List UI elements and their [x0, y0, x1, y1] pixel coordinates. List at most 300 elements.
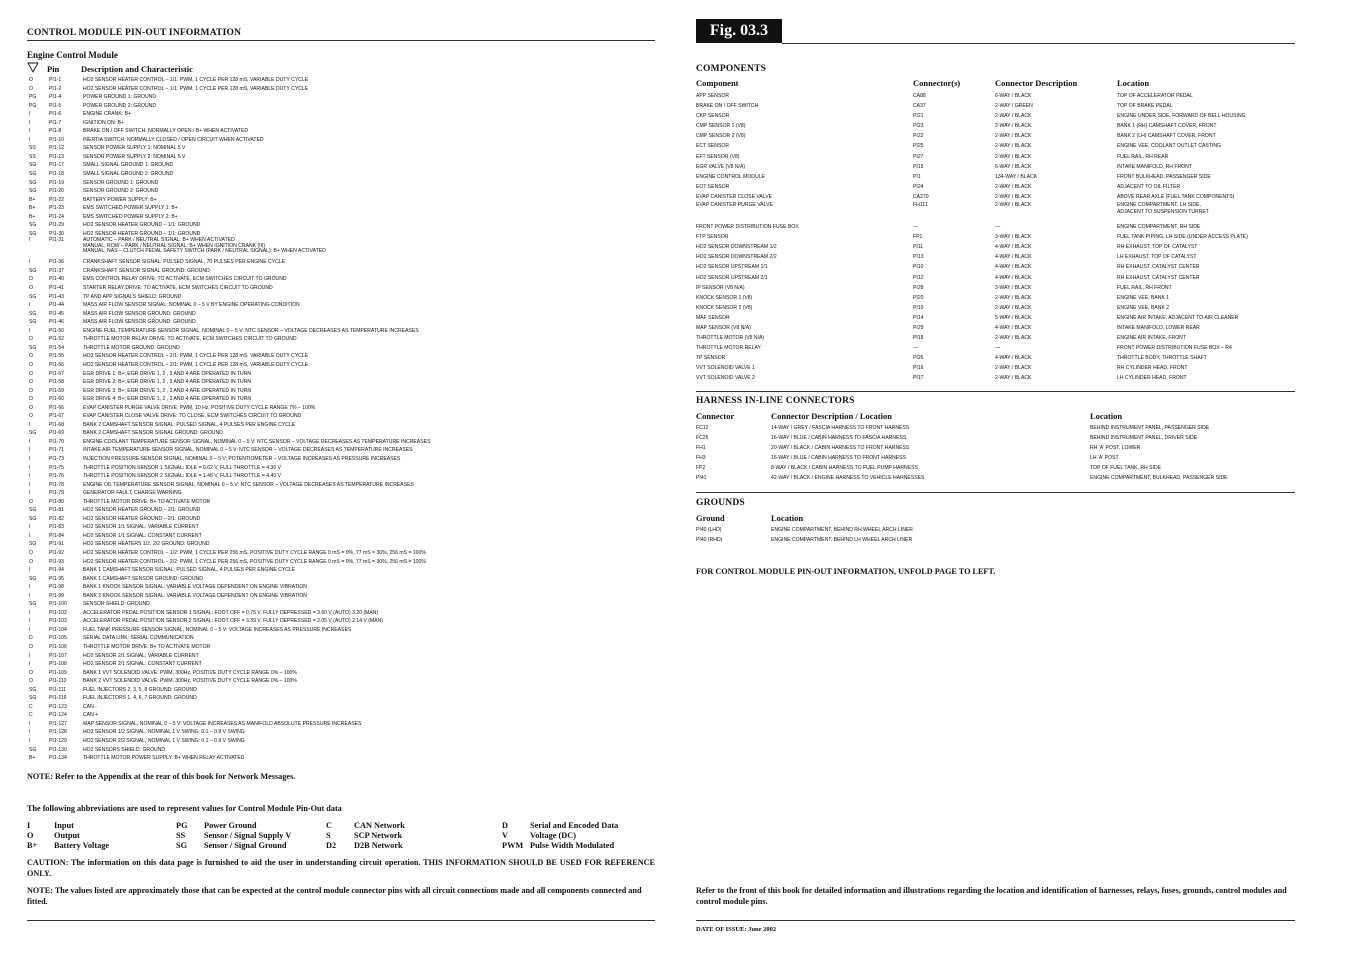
pin-number: PI1-98 — [49, 584, 65, 591]
pin-number: PI1-95 — [49, 575, 65, 582]
unfold-note: FOR CONTROL MODULE PIN-OUT INFORMATION, UNFOLD PAGE TO LEFT. — [696, 567, 996, 576]
table-cell: ENGINE AIR INTAKE, FRONT — [1117, 335, 1186, 342]
pin-description: HO2 SENSOR HEATER CONTROL – 2/2: PWM, 1 CYCLE PER 256 mS, POSITIVE DUTY CYCLE RANGE 0 mS = 0%, 77 mS = 30%, 256 mS = 100% — [83, 558, 426, 565]
pin-row — [27, 754, 655, 763]
pin-number: PI1-50 — [49, 327, 65, 334]
refer-note: Refer to the front of this book for detailed information and illustrations regarding the location and identification of harnesses, relays, fuses, grounds, control modules and control module pins. — [696, 886, 1287, 906]
pin-row — [27, 110, 655, 119]
pin-description: HO2 SENSOR 1/1 SIGNAL: CONSTANT CURRENT — [83, 532, 202, 539]
pin-type: O — [29, 353, 33, 360]
pin-description: HO2 SENSOR HEATERS 1/2, 2/2 GROUND: GROUND — [83, 541, 210, 548]
pin-description: HO2 SENSOR 2/1 SIGNAL: CONSTANT CURRENT — [83, 661, 202, 668]
pin-type: I — [29, 661, 31, 668]
pin-type: SG — [29, 695, 37, 702]
pin-description: BANK 1 CAMSHAFT SENSOR SIGNAL: PULSED SIGNAL, 4 PULSES PER ENGINE CYCLE — [83, 567, 296, 574]
table-row — [696, 293, 1295, 303]
table-cell: EFT SENSOR (V8) — [696, 153, 740, 160]
table-cell: 42-WAY / BLACK / ENGINE HARNESS TO VEHICLE HARNESSES — [771, 475, 925, 482]
pin-type: O — [29, 276, 33, 283]
pin-type: I — [29, 473, 31, 480]
pin-type: I — [29, 584, 31, 591]
pin-row — [27, 558, 655, 567]
pin-number: PI1-13 — [49, 153, 65, 160]
table-row — [696, 343, 1295, 353]
pin-type: SS — [29, 145, 36, 152]
bottom-rule-left — [27, 920, 655, 921]
abbreviation-meaning: Sensor / Signal Supply V — [204, 831, 292, 840]
pin-row — [27, 575, 655, 584]
pin-row — [27, 361, 655, 370]
pin-number: PI1-81 — [49, 507, 65, 514]
table-cell: PI24 — [913, 183, 924, 190]
abbreviation-intro: The following abbreviations are used to represent values for Control Module Pin-Out data — [27, 804, 342, 813]
pin-number: PI1-66 — [49, 404, 65, 411]
pin-description: MASS AIR FLOW SENSOR GROUND: GROUND — [83, 319, 196, 326]
pin-type: SG — [29, 515, 37, 522]
pin-description: EVAP CANISTER CLOSE VALVE DRIVE: TO CLOSE, ECM SWITCHES CIRCUIT TO GROUND — [83, 413, 302, 420]
table-row — [696, 303, 1295, 313]
table-cell: 6-WAY / BLACK — [995, 93, 1032, 99]
pin-description: EGR DRIVE 3: B+; EGR DRIVE 1, 2 , 3 AND 4 ARE OPERATED IN TURN — [83, 387, 252, 394]
table-cell: PI29 — [913, 324, 924, 331]
abbreviation-meaning: D2B Network — [354, 841, 403, 850]
pin-number: PI1-12 — [49, 145, 65, 152]
table-cell: RH EXHAUST, TOP OF CATALYST — [1117, 244, 1198, 251]
pin-type: I — [29, 532, 31, 539]
table-cell: 2-WAY / BLACK — [995, 193, 1032, 200]
pin-number: PI1-17 — [49, 162, 65, 169]
pin-number: PI1-128 — [49, 729, 67, 736]
pin-row — [27, 213, 655, 222]
pin-row — [27, 626, 655, 635]
pin-type: O — [29, 644, 33, 650]
table-cell: FH3 — [696, 455, 706, 462]
pin-number: PI1-57 — [49, 370, 65, 377]
pin-row — [27, 395, 655, 404]
table-row — [696, 525, 1295, 535]
pin-number: PI1-22 — [49, 196, 65, 203]
table-row — [696, 273, 1295, 283]
table-cell: PI1 — [913, 173, 921, 180]
table-cell: — — [995, 345, 1001, 352]
pin-row — [27, 746, 655, 755]
pin-description: HO2 SENSOR HEATER CONTROL – 2/1: PWM, 1 CYCLE PER 128 mS, VARIABLE DUTY CYCLE — [83, 361, 309, 368]
pin-row — [27, 634, 655, 643]
table-cell: HO2 SENSOR UPSTREAM 1/1 — [696, 264, 768, 271]
pin-table — [27, 76, 655, 763]
pin-row — [27, 370, 655, 379]
pin-number: PI1-10 — [49, 136, 65, 143]
pin-number: PI1-41 — [49, 285, 65, 292]
table-row — [696, 162, 1295, 172]
pin-type: I — [29, 592, 31, 599]
pin-row — [27, 472, 655, 481]
pin-number: PI1-84 — [49, 532, 65, 539]
pin-number: PI1-1 — [49, 77, 62, 83]
pin-row — [27, 728, 655, 737]
pin-number: PI1-24 — [49, 213, 65, 220]
table-cell: TOP OF FUEL TANK, RH SIDE — [1090, 465, 1162, 472]
table-cell: TOP OF BRAKE PEDAL — [1117, 103, 1173, 110]
pin-type: I — [29, 119, 31, 126]
pin-description: BANK 1 CAMSHAFT SENSOR GROUND: GROUND — [83, 575, 203, 582]
pin-row — [27, 352, 655, 361]
pin-type: SG — [29, 179, 37, 186]
table-row — [696, 443, 1295, 453]
pin-row — [27, 532, 655, 541]
table-row — [696, 535, 1295, 545]
pin-number: PI1-40 — [49, 276, 65, 283]
table-cell: PI18 — [913, 335, 924, 342]
pin-number: PI1-69 — [49, 430, 65, 437]
pin-row — [27, 293, 655, 302]
table-cell: TP SENSOR — [696, 355, 726, 362]
table-cell: RH EXHAUST, CATALYST CENTER — [1117, 264, 1200, 271]
table-cell: 2-WAY / BLACK — [995, 143, 1032, 150]
pin-type: PG — [29, 94, 37, 101]
table-cell: CMP SENSOR 1 (V8) — [696, 123, 746, 130]
pin-type: O — [29, 396, 33, 403]
table-row — [696, 363, 1295, 373]
table-cell: INTAKE MANIFOLD, RH FRONT — [1117, 163, 1192, 170]
pin-row — [27, 549, 655, 558]
grounds-title: GROUNDS — [696, 498, 745, 508]
pin-row — [27, 258, 655, 267]
pin-description: HO2 SENSOR HEATER CONTROL – 1/1: PWM, 1 CYCLE PER 128 mS, VARIABLE DUTY CYCLE — [83, 77, 309, 83]
pin-number: PI1-8 — [49, 128, 62, 135]
pin-description: SENSOR POWER SUPPLY 2: NOMINAL 5 V — [83, 153, 186, 160]
pin-number: PI1-70 — [49, 438, 65, 445]
pin-type: SG — [29, 222, 37, 229]
component-column-header: Component — [696, 78, 739, 88]
pin-description: TP AND APP SIGNALS SHIELD: GROUND — [83, 293, 182, 300]
pin-type: SG — [29, 267, 37, 274]
table-cell: 6-WAY / BLACK — [995, 163, 1032, 170]
table-row — [696, 323, 1295, 333]
abbreviation-code: D — [502, 821, 508, 830]
pin-number: PI1-30 — [49, 230, 65, 237]
pin-type: I — [29, 481, 31, 488]
pin-description: EMS CONTROL RELAY DRIVE: TO ACTIVATE, ECM SWITCHES CIRCUIT TO GROUND — [83, 276, 287, 283]
pin-type: SG — [29, 310, 37, 317]
pin-number: PI1-67 — [49, 413, 65, 420]
pin-number: PI1-54 — [49, 344, 65, 351]
pin-type: SG — [29, 601, 37, 608]
table-cell: BEHIND INSTRUMENT PANEL, PASSENGER SIDE — [1090, 425, 1210, 431]
pin-number: PI1-106 — [49, 644, 67, 650]
table-cell: EOT SENSOR — [696, 183, 730, 190]
table-cell: BEHIND INSTRUMENT PANEL, DRIVER SIDE — [1090, 435, 1198, 442]
table-row — [696, 433, 1295, 443]
harness-table — [696, 423, 1295, 484]
module-title: Engine Control Module — [27, 50, 118, 60]
pin-number: PI1-4 — [49, 94, 62, 101]
table-cell: FUEL TANK PIPING, LH SIDE (UNDER ACCESS PLATE) — [1117, 234, 1248, 241]
pin-type: B+ — [29, 755, 36, 762]
abbreviation-meaning: CAN Network — [354, 821, 405, 830]
pin-row — [27, 600, 655, 609]
table-cell: 16-WAY / BLUE / CABIN HARNESS TO FRONT HARNESS — [771, 455, 906, 462]
table-cell: 8-WAY / BLACK / CABIN HARNESS TO FUEL PUMP HARNESS — [771, 465, 918, 472]
pin-row — [27, 136, 655, 145]
table-row — [696, 152, 1295, 162]
harness-title: HARNESS IN-LINE CONNECTORS — [696, 396, 855, 406]
components-title: COMPONENTS — [696, 64, 767, 74]
pin-description: HO2 SENSOR HEATER GROUND – 2/1: GROUND — [83, 515, 201, 522]
abbreviation-code: D2 — [326, 841, 337, 850]
pin-type: I — [29, 237, 31, 244]
pin-number: PI1-107 — [49, 652, 67, 659]
pin-number: PI1-78 — [49, 481, 65, 488]
table-cell: PI17 — [913, 375, 924, 382]
pin-number: PI1-43 — [49, 293, 65, 300]
pin-row — [27, 102, 655, 111]
pin-number: PI1-46 — [49, 319, 65, 326]
pin-description: MAP SENSOR SIGNAL, NOMINAL 0 – 5 V: VOLTAGE INCREASES AS MANIFOLD ABSOLUTE PRESSURE INCREASES — [83, 720, 362, 727]
table-cell: LH 'A' POST — [1090, 455, 1119, 462]
pin-type: SG — [29, 319, 37, 326]
table-cell: 4-WAY / BLACK — [995, 244, 1032, 251]
pin-row — [27, 275, 655, 284]
table-cell: EGR VALVE (V8 N/A) — [696, 163, 746, 170]
pin-row — [27, 335, 655, 344]
pin-number: PI1-83 — [49, 524, 65, 531]
grounds-rule — [696, 492, 1295, 493]
description-column-header: Description and Characteristic — [81, 64, 193, 74]
pin-description: HO2 SENSOR HEATER CONTROL – 2/1: PWM, 1 CYCLE PER 128 mS, VARIABLE DUTY CYCLE — [83, 353, 309, 360]
pin-number: PI1-134 — [49, 755, 67, 762]
abbreviation-meaning: Input — [54, 821, 74, 830]
table-cell: PI41 — [696, 475, 707, 482]
table-cell: PI10 — [913, 264, 924, 271]
pin-number: PI1-56 — [49, 361, 65, 368]
pin-type: SG — [29, 746, 37, 753]
grounds-header — [696, 511, 1295, 525]
pin-row — [27, 506, 655, 515]
pin-row — [27, 187, 655, 196]
pin-description: BANK 1 KNOCK SENSOR SIGNAL: VARIABLE VOLTAGE DEPENDENT ON ENGINE VIBRATION — [83, 584, 307, 591]
table-cell: PI28 — [913, 284, 924, 291]
table-cell: ENGINE COMPARTMENT, RH SIDE — [1117, 224, 1201, 231]
pin-type: B+ — [29, 196, 36, 203]
pin-number: PI1-100 — [49, 601, 67, 608]
pin-number: PI1-79 — [49, 490, 65, 497]
pin-type: C — [29, 703, 33, 710]
table-cell: PI23 — [913, 123, 924, 130]
abbreviation-code: B+ — [27, 841, 38, 850]
pin-row — [27, 179, 655, 188]
pin-description: SENSOR SHIELD: GROUND — [83, 601, 150, 608]
table-row — [696, 252, 1295, 262]
pin-type: O — [29, 549, 33, 556]
pin-description: SMALL SIGNAL GROUND 1: GROUND — [83, 162, 174, 169]
pin-description: EVAP CANISTER PURGE VALVE DRIVE: PWM, 10 Hz, POSITIVE DUTY CYCLE RANGE 7% – 100% — [83, 404, 316, 411]
pin-description: CRANKSHAFT SENSOR SIGNAL GROUND: GROUND — [83, 267, 210, 274]
pin-type: B+ — [29, 213, 36, 220]
pin-number: PI1-52 — [49, 336, 65, 343]
abbreviation-code: SG — [176, 841, 188, 850]
pin-number: PI1-75 — [49, 464, 65, 471]
abbreviation-code: SS — [176, 831, 186, 840]
pin-type: I — [29, 567, 31, 574]
pin-type: SG — [29, 230, 37, 237]
pin-description: BANK 2 CAMSHAFT SENSOR SIGNAL: PULSED SIGNAL, 4 PULSES PER ENGINE CYCLE — [83, 421, 296, 428]
pin-number: PI1-19 — [49, 179, 65, 186]
abbreviation-code: O — [27, 831, 34, 840]
pin-type: I — [29, 259, 31, 266]
table-cell: HO2 SENSOR UPSTREAM 2/1 — [696, 274, 768, 281]
pin-row — [27, 412, 655, 421]
pin-description: IGNITION ON: B+ — [83, 119, 124, 126]
table-row — [696, 373, 1295, 383]
table-row — [696, 131, 1295, 141]
pin-description: FUEL INJECTORS 1, 4, 6, 7 GROUND: GROUND — [83, 695, 197, 702]
pin-row — [27, 540, 655, 549]
pin-row — [27, 318, 655, 327]
table-cell: PI19 — [913, 304, 924, 311]
table-cell: PI25 — [913, 143, 924, 150]
pin-description: BANK 2 KNOCK SENSOR SIGNAL: VARIABLE VOLTAGE DEPENDENT ON ENGINE VIBRATION — [83, 592, 307, 599]
harness-header — [696, 409, 1295, 423]
abbreviation-meaning: Battery Voltage — [54, 841, 110, 850]
pin-row — [27, 566, 655, 575]
pin-description: ENGINE CRANK: B+ — [83, 111, 131, 118]
ground-triangle-icon — [27, 62, 47, 76]
table-cell: ENGINE UNDER SIDE, FORWARD OF BELL HOUSING — [1117, 113, 1246, 120]
pin-row — [27, 153, 655, 162]
pin-description: BATTERY POWER SUPPLY: B+ — [83, 196, 157, 203]
pin-row — [27, 660, 655, 669]
pin-type: SG — [29, 293, 37, 300]
abbreviation-code: PG — [176, 821, 188, 830]
pin-description: ACCELERATOR PEDAL POSITION SENSOR 2 SIGNAL: FOOT OFF = 3.39 V, FULLY DEPRESSED = 2.05 V (AUTO) 2.14 V (MAN) — [83, 618, 383, 625]
pin-row — [27, 523, 655, 532]
issue-date: DATE OF ISSUE: June 2002 — [696, 926, 777, 933]
table-row — [696, 473, 1295, 483]
pin-type: SG — [29, 575, 37, 582]
pin-row — [27, 301, 655, 310]
pin-number: PI1-2 — [49, 85, 62, 92]
table-row — [696, 222, 1295, 232]
pin-number: PI1-124 — [49, 712, 67, 719]
table-cell: 14-WAY / GREY / FASCIA HARNESS TO FRONT HARNESS — [771, 425, 910, 431]
table-row — [696, 192, 1295, 202]
table-row — [696, 453, 1295, 463]
pin-description: CAN - — [83, 703, 97, 710]
table-cell: VVT SOLENOID VALVE 1 — [696, 365, 755, 372]
pin-description: THROTTLE MOTOR GROUND: GROUND — [83, 344, 180, 351]
pin-row — [27, 446, 655, 455]
pin-number: PI1-123 — [49, 703, 67, 710]
pin-row — [27, 429, 655, 438]
pin-description: SENSOR GROUND 1: GROUND — [83, 179, 159, 186]
abbreviation-code: S — [326, 831, 331, 840]
table-row — [696, 121, 1295, 131]
table-cell: BANK 1 (RH) CAMSHAFT COVER, FRONT — [1117, 123, 1217, 130]
table-cell: 4-WAY / BLACK — [995, 324, 1032, 331]
pin-row — [27, 267, 655, 276]
pin-description: BANK 2 VVT SOLENOID VALVE: PWM, 300Hz, POSITIVE DUTY CYCLE RANGE 0% – 100% — [83, 678, 297, 685]
abbreviation-code: V — [502, 831, 508, 840]
table-cell: FC12 — [696, 425, 709, 431]
pin-description: THROTTLE POSITION SENSOR 1 SIGNAL: IDLE = 0.62 V, FULL THROTTLE = 4.30 V — [83, 464, 281, 471]
table-row — [696, 101, 1295, 111]
pin-row — [27, 669, 655, 678]
pin-type: D — [29, 635, 33, 642]
table-cell: HO2 SENSOR DOWNSTREAM 1/2 — [696, 244, 777, 251]
pin-row — [27, 737, 655, 746]
table-cell: EVAP CANISTER CLOSE VALVE — [696, 193, 773, 200]
pin-row — [27, 284, 655, 293]
pin-description: EMS SWITCHED POWER SUPPLY 2: B+ — [83, 213, 178, 220]
pin-number: PI1-59 — [49, 387, 65, 394]
pin-row — [27, 592, 655, 601]
pin-description: BANK 1 VVT SOLENOID VALVE: PWM, 300Hz, POSITIVE DUTY CYCLE RANGE 0% – 100% — [83, 669, 297, 676]
table-cell: RH CYLINDER HEAD, FRONT — [1117, 365, 1188, 372]
abbreviation-meaning: Output — [54, 831, 80, 840]
pin-description: BANK 2 CAMSHAFT SENSOR SIGNAL GROUND: GROUND — [83, 430, 223, 437]
pin-number: PI1-55 — [49, 353, 65, 360]
pin-number: PI1-7 — [49, 119, 62, 126]
top-rule-right — [782, 43, 1295, 44]
table-cell: 4-WAY / BLACK — [995, 264, 1032, 271]
table-cell: THROTTLE BODY, THROTTLE SHAFT — [1117, 355, 1207, 362]
pin-row — [27, 720, 655, 729]
table-row — [696, 91, 1295, 101]
table-cell: ENGINE VEE, BANK 2 — [1117, 304, 1170, 311]
table-cell: 2-WAY / BLACK — [995, 202, 1032, 209]
table-cell: FUEL RAIL, RH FRONT — [1117, 284, 1172, 291]
table-cell: LH EXHAUST, TOP OF CATALYST — [1117, 254, 1197, 261]
table-row — [696, 232, 1295, 242]
pin-description: AUTOMATIC – PARK / NEUTRAL SIGNAL: B+ WHEN ACTIVATED MANUAL, ROW – PARK / NEUTRAL SIGNAL: B+ WHEN IGNITION CRANK (III) MANUAL, NAS – CLUTCH PEDAL SAFETY SWITCH (PARK / NEUTRAL SIGNAL): B+ WHEN ACTIVATED — [83, 237, 326, 254]
pin-description: POWER GROUND 2: GROUND — [83, 102, 157, 109]
table-cell: — — [913, 224, 919, 231]
pin-type: I — [29, 626, 31, 633]
table-row — [696, 202, 1295, 222]
table-cell: PI20 — [913, 294, 924, 301]
pin-description: ENGINE OIL TEMPERATURE SENSOR SIGNAL, NOMINAL 0 – 5 V: NTC SENSOR – VOLTAGE DECREASES AS TEMPERATURE INCREASES — [83, 481, 414, 488]
pin-description: THROTTLE MOTOR DRIVE: B+ TO ACTIVATE MOTOR — [83, 498, 211, 505]
pin-type: I — [29, 447, 31, 454]
pin-description: MASS AIR FLOW SENSOR SIGNAL: NOMINAL 0 – 5 V BY ENGINE OPERATING CONDITION — [83, 302, 300, 309]
abbreviation-code: PWM — [502, 841, 524, 850]
pin-number: PI1-94 — [49, 567, 65, 574]
pin-type: I — [29, 136, 31, 143]
pin-description: FUEL INJECTORS 2, 3, 5, 8 GROUND: GROUND — [83, 686, 197, 693]
pin-description: ACCELERATOR PEDAL POSITION SENSOR 1 SIGNAL: FOOT OFF = 0.75 V, FULLY DEPRESSED = 3.60 V (AUTO) 3.20 (MAN) — [83, 609, 379, 616]
table-cell: PI13 — [913, 254, 924, 261]
pin-description: SENSOR POWER SUPPLY 1: NOMINAL 5 V — [83, 145, 186, 152]
pin-number: PI1-105 — [49, 635, 67, 642]
pin-number: PI1-104 — [49, 626, 67, 633]
pin-number: PI1-76 — [49, 473, 65, 480]
top-rule-left — [27, 40, 655, 41]
table-cell: FUEL RAIL, RH REAR — [1117, 153, 1169, 160]
pin-number: PI1-129 — [49, 738, 67, 745]
pin-row — [27, 387, 655, 396]
pin-description: THROTTLE MOTOR POWER SUPPLY: B+ WHEN RELAY ACTIVATED — [83, 755, 245, 762]
pin-type: I — [29, 464, 31, 471]
pin-description: SENSOR GROUND 2: GROUND — [83, 188, 159, 195]
pin-number: PI1-68 — [49, 421, 65, 428]
pin-row — [27, 93, 655, 102]
table-cell: FRONT POWER DISTRIBUTION FUSE BOX — [696, 224, 799, 231]
pin-description: HO2 SENSOR HEATER GROUND – 1/1: GROUND — [83, 230, 201, 237]
pin-description: SMALL SIGNAL GROUND 2: GROUND — [83, 171, 174, 178]
pin-type: I — [29, 524, 31, 531]
table-cell: MAF SENSOR — [696, 314, 730, 321]
